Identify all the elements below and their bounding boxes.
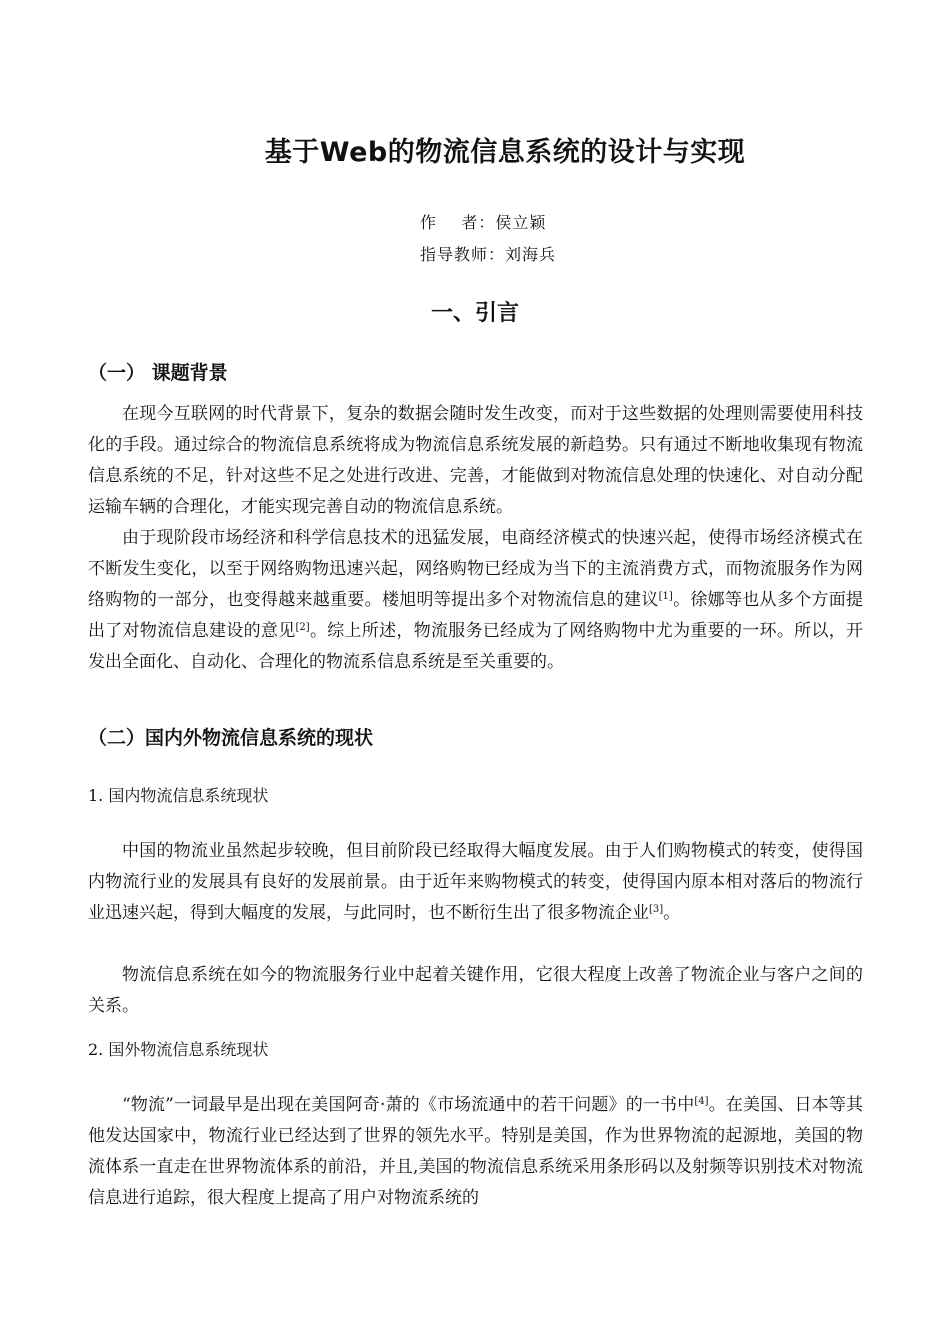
advisor-line: 指导教师：刘海兵 — [420, 245, 557, 264]
paragraph-domestic-1 — [88, 836, 863, 929]
section-heading-introduction: 一、引言 — [430, 301, 519, 326]
paragraph-background-2 — [88, 523, 863, 678]
paper-title: 基于Web的物流信息系统的设计与实现 — [264, 137, 746, 168]
paragraph-domestic-2: 物流信息系统在如今的物流服务行业中起着关键作用，它很大程度上改善了物流企业与客户之间的关系。 — [88, 965, 863, 1016]
citation-ref: [4] — [694, 1096, 709, 1107]
citation-ref: [2] — [295, 622, 310, 633]
item-heading-domestic: 1. 国内物流信息系统现状 — [88, 786, 269, 805]
paragraph-text: 。 — [663, 903, 681, 923]
citation-ref: [3] — [649, 904, 664, 915]
paragraph-text: 。徐娜等也从多个方面提出了对物流信息建设的意见 — [88, 590, 864, 641]
paragraph-text: 。在美国、日本等其他发达国家中，物流行业已经达到了世界的领先水平。特别是美国，作为世界物流的起源地，美国的物流体系一直走在世界物流体系的前沿，并且,美国的物流信息系统采用条形码以及射频等识别技术对物流信息进行追踪，很大程度上提高了用户对物流系统的 — [88, 1095, 864, 1208]
subsection-heading-status: （二）国内外物流信息系统的现状 — [88, 727, 374, 749]
paragraph-text: 由于现阶段市场经济和科学信息技术的迅猛发展，电商经济模式的快速兴起，使得市场经济模式在不断发生变化，以至于网络购物迅速兴起，网络购物已经成为当下的主流消费方式，而物流服务作为网络购物的一部分，也变得越来越重要。楼旭明等提出多个对物流信息的建议 — [88, 528, 863, 610]
citation-ref: [1] — [658, 591, 673, 602]
item-heading-foreign: 2. 国外物流信息系统现状 — [88, 1040, 269, 1059]
paragraph-foreign-1 — [88, 1090, 863, 1214]
paragraph-text: “物流”一词最早是出现在美国阿奇·萧的《市场流通中的若干问题》的一书中 — [122, 1095, 695, 1115]
author-line: 作 者：侯立颖 — [420, 213, 547, 232]
paragraph-background-1: 在现今互联网的时代背景下，复杂的数据会随时发生改变，而对于这些数据的处理则需要使用科技化的手段。通过综合的物流信息系统将成为物流信息系统发展的新趋势。只有通过不断地收集现有物流信息系统的不足，针对这些不足之处进行改进、完善，才能做到对物流信息处理的快速化、对自动分配运输车辆的合理化，才能实现完善自动的物流信息系统。 — [88, 404, 863, 517]
paragraph-text: 中国的物流业虽然起步较晚，但目前阶段已经取得大幅度发展。由于人们购物模式的转变，使得国内物流行业的发展具有良好的发展前景。由于近年来购物模式的转变，使得国内原本相对落后的物流行业迅速兴起，得到大幅度的发展，与此同时，也不断衍生出了很多物流企业 — [88, 841, 863, 923]
paragraph-text: 。综上所述，物流服务已经成为了网络购物中尤为重要的一环。所以，开发出全面化、自动化、合理化的物流系信息系统是至关重要的。 — [88, 621, 864, 672]
subsection-heading-background: （一） 课题背景 — [88, 362, 228, 384]
